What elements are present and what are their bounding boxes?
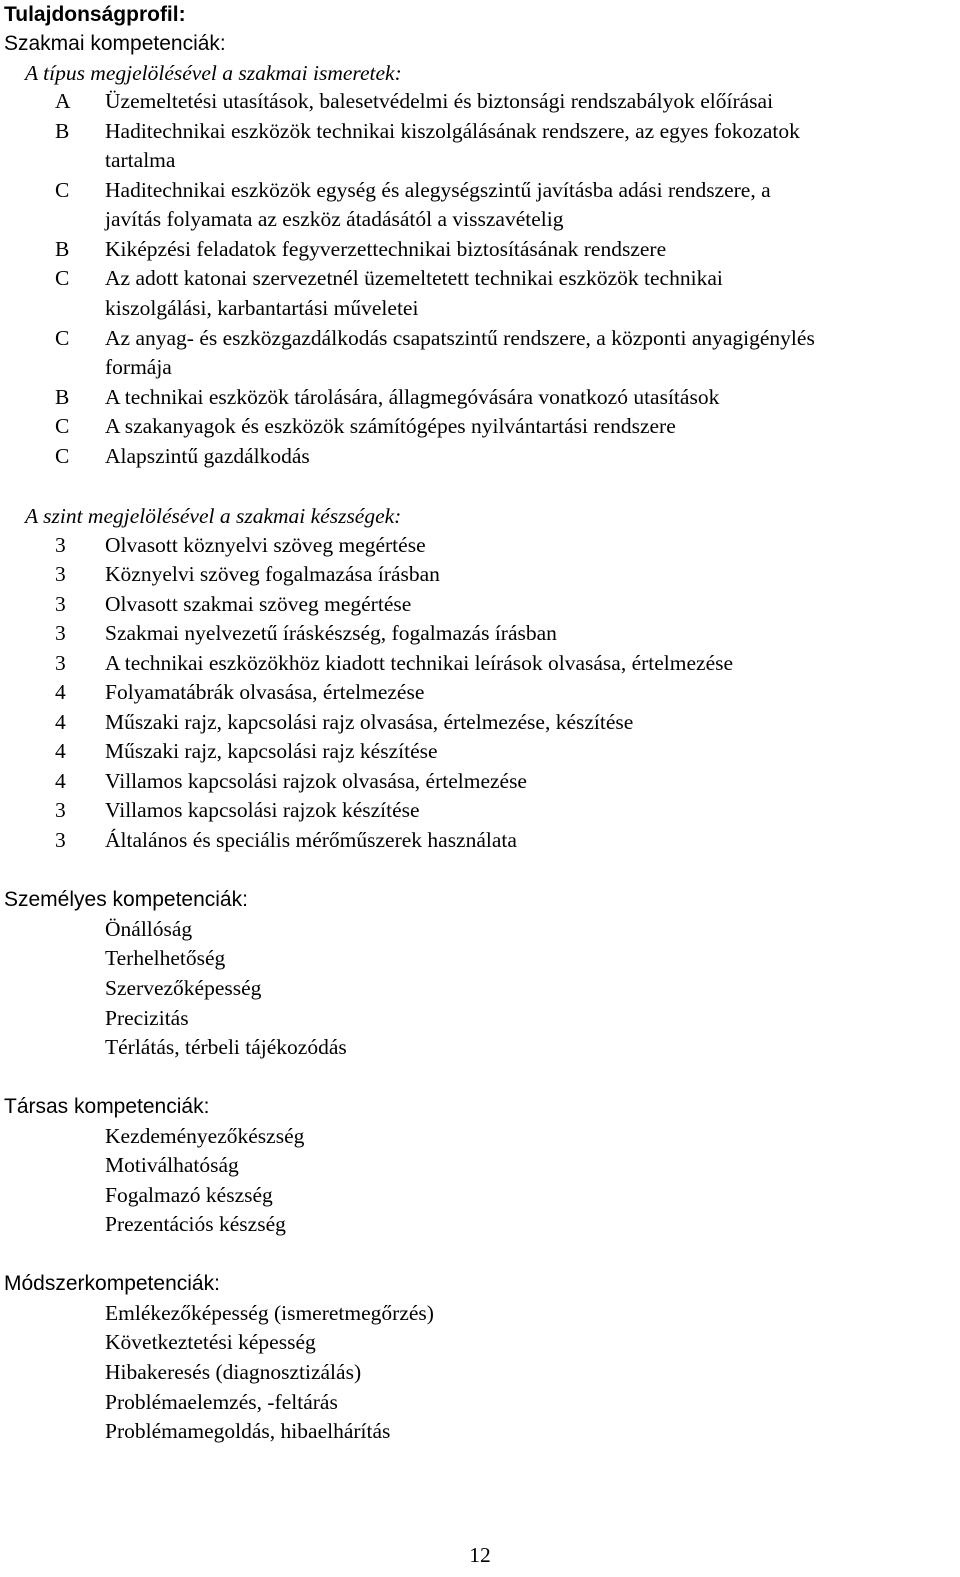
skill-level: 3 — [55, 828, 66, 852]
skill-level: 3 — [55, 592, 66, 616]
knowledge-text: formája — [105, 355, 172, 379]
skill-level: 3 — [55, 621, 66, 645]
knowledge-type-code: B — [55, 237, 70, 261]
personal-item: Precizitás — [105, 1006, 189, 1030]
method-item: Problémamegoldás, hibaelhárítás — [105, 1419, 391, 1443]
knowledge-text: Az adott katonai szervezetnél üzemeltetett technikai eszközök technikai — [105, 266, 723, 290]
personal-item: Térlátás, térbeli tájékozódás — [105, 1035, 347, 1059]
page-number: 12 — [469, 1543, 491, 1567]
personal-item: Szervezőképesség — [105, 976, 262, 1000]
method-item: Hibakeresés (diagnosztizálás) — [105, 1360, 362, 1384]
skill-text: Olvasott szakmai szöveg megértése — [105, 592, 412, 616]
knowledge-text: A technikai eszközök tárolására, állagmegóvására vonatkozó utasítások — [105, 385, 720, 409]
skill-text: Szakmai nyelvezetű íráskészség, fogalmazás írásban — [105, 621, 557, 645]
skill-text: Műszaki rajz, kapcsolási rajz készítése — [105, 739, 438, 763]
knowledge-text: Az anyag- és eszközgazdálkodás csapatszintű rendszere, a központi anyagigénylés — [105, 326, 815, 350]
skills-heading: A szint megjelölésével a szakmai készségek: — [25, 504, 402, 528]
social-item: Motiválhatóság — [105, 1153, 239, 1177]
knowledge-type-code: B — [55, 119, 70, 143]
professional-heading: Szakmai kompetenciák: — [4, 32, 226, 55]
social-item: Prezentációs készség — [105, 1212, 286, 1236]
skill-text: A technikai eszközökhöz kiadott technikai leírások olvasása, értelmezése — [105, 651, 734, 675]
knowledge-text: Haditechnikai eszközök technikai kiszolgálásának rendszere, az egyes fokozatok — [105, 119, 800, 143]
personal-item: Terhelhetőség — [105, 946, 226, 970]
knowledge-type-code: C — [55, 178, 70, 202]
personal-item: Önállóság — [105, 917, 193, 941]
skill-text: Villamos kapcsolási rajzok olvasása, értelmezése — [105, 769, 527, 793]
method-item: Következtetési képesség — [105, 1330, 316, 1354]
knowledge-text: A szakanyagok és eszközök számítógépes nyilvántartási rendszere — [105, 414, 676, 438]
skill-text: Köznyelvi szöveg fogalmazása írásban — [105, 562, 440, 586]
method-item: Problémaelemzés, -feltárás — [105, 1390, 338, 1414]
social-item: Kezdeményezőkészség — [105, 1124, 305, 1148]
skill-level: 3 — [55, 651, 66, 675]
knowledge-type-code: C — [55, 266, 70, 290]
social-heading: Társas kompetenciák: — [4, 1095, 210, 1118]
method-item: Emlékezőképesség (ismeretmegőrzés) — [105, 1301, 434, 1325]
knowledge-text: kiszolgálási, karbantartási műveletei — [105, 296, 419, 320]
knowledge-text: Haditechnikai eszközök egység és alegységszintű javításba adási rendszere, a — [105, 178, 771, 202]
skill-level: 4 — [55, 739, 66, 763]
skill-level: 3 — [55, 562, 66, 586]
knowledge-heading: A típus megjelölésével a szakmai ismeretek: — [25, 61, 402, 85]
knowledge-type-code: C — [55, 326, 70, 350]
knowledge-text: tartalma — [105, 148, 176, 172]
skill-text: Villamos kapcsolási rajzok készítése — [105, 798, 420, 822]
skill-level: 4 — [55, 680, 66, 704]
knowledge-type-code: C — [55, 444, 70, 468]
social-item: Fogalmazó készség — [105, 1183, 273, 1207]
skill-text: Általános és speciális mérőműszerek használata — [105, 828, 517, 852]
skill-level: 4 — [55, 769, 66, 793]
knowledge-text: Alapszintű gazdálkodás — [105, 444, 310, 468]
method-heading: Módszerkompetenciák: — [4, 1272, 220, 1295]
skill-level: 4 — [55, 710, 66, 734]
skill-level: 3 — [55, 798, 66, 822]
knowledge-type-code: B — [55, 385, 70, 409]
skill-level: 3 — [55, 533, 66, 557]
knowledge-text: javítás folyamata az eszköz átadásától a visszavételig — [105, 207, 564, 231]
page-title: Tulajdonságprofil: — [4, 3, 186, 26]
knowledge-text: Kiképzési feladatok fegyverzettechnikai biztosításának rendszere — [105, 237, 667, 261]
personal-heading: Személyes kompetenciák: — [4, 888, 248, 911]
skill-text: Olvasott köznyelvi szöveg megértése — [105, 533, 426, 557]
skill-text: Műszaki rajz, kapcsolási rajz olvasása, értelmezése, készítése — [105, 710, 634, 734]
knowledge-type-code: A — [55, 89, 71, 113]
knowledge-text: Üzemeltetési utasítások, balesetvédelmi és biztonsági rendszabályok előírásai — [105, 89, 774, 113]
knowledge-type-code: C — [55, 414, 70, 438]
skill-text: Folyamatábrák olvasása, értelmezése — [105, 680, 425, 704]
